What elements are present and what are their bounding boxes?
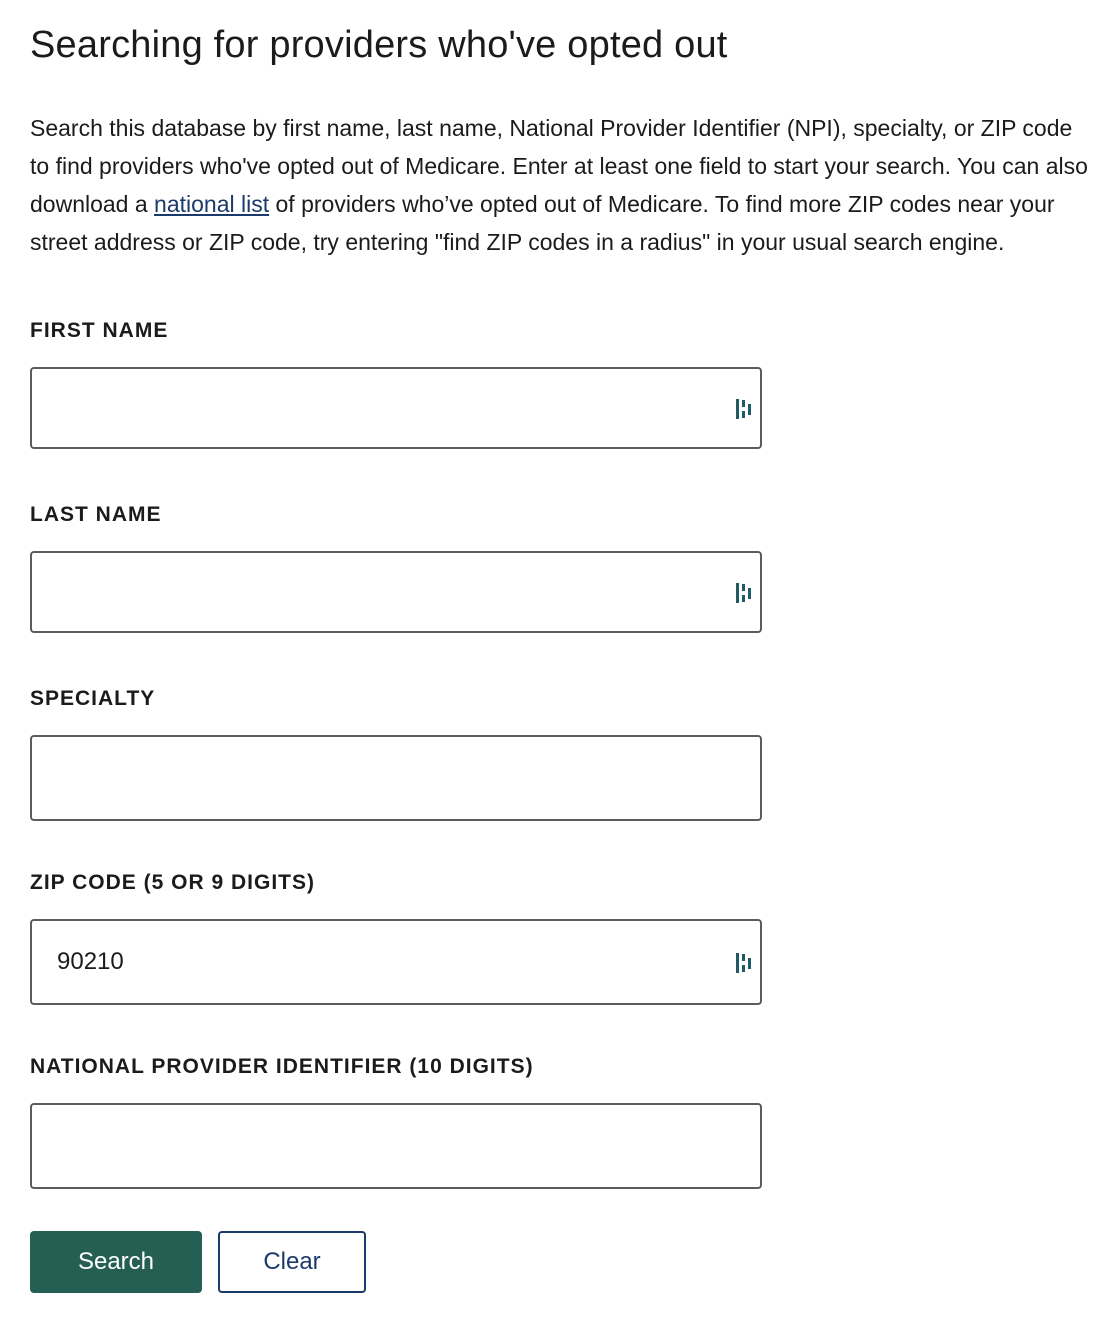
last-name-input[interactable] xyxy=(32,553,737,631)
zip-code-input[interactable] xyxy=(32,921,737,1003)
last-name-label: LAST NAME xyxy=(30,503,162,526)
specialty-field xyxy=(30,687,1078,821)
first-name-label: FIRST NAME xyxy=(30,319,169,342)
search-button[interactable]: Search xyxy=(30,1231,202,1293)
autofill-icon[interactable] xyxy=(736,399,752,419)
autofill-icon[interactable] xyxy=(736,583,752,603)
national-list-link[interactable]: national list xyxy=(154,191,270,217)
specialty-input[interactable] xyxy=(32,737,737,815)
npi-input[interactable] xyxy=(32,1105,737,1183)
first-name-field xyxy=(30,319,1078,449)
specialty-label: SPECIALTY xyxy=(30,687,156,710)
autofill-icon[interactable] xyxy=(736,953,752,973)
zip-code-field xyxy=(30,871,1078,1005)
npi-label: NATIONAL PROVIDER IDENTIFIER (10 DIGITS) xyxy=(30,1055,534,1078)
intro-text: Search this database by first name, last name, National Provider Identifier (NPI), specialty, or ZIP code to find providers who've opted out of Medicare. Enter at least one field to start your search. You can also download a national list of providers who’ve opted out of Medicare. To find more ZIP codes near your street address or ZIP code, try entering "find ZIP codes in a radius" in your usual search engine. xyxy=(30,115,1088,255)
page-title: Searching for providers who've opted out xyxy=(30,24,728,66)
clear-button[interactable]: Clear xyxy=(218,1231,366,1293)
npi-field xyxy=(30,1055,1078,1189)
zip-code-label: ZIP CODE (5 OR 9 DIGITS) xyxy=(30,871,315,894)
first-name-input[interactable] xyxy=(32,369,737,447)
last-name-field xyxy=(30,503,1078,633)
